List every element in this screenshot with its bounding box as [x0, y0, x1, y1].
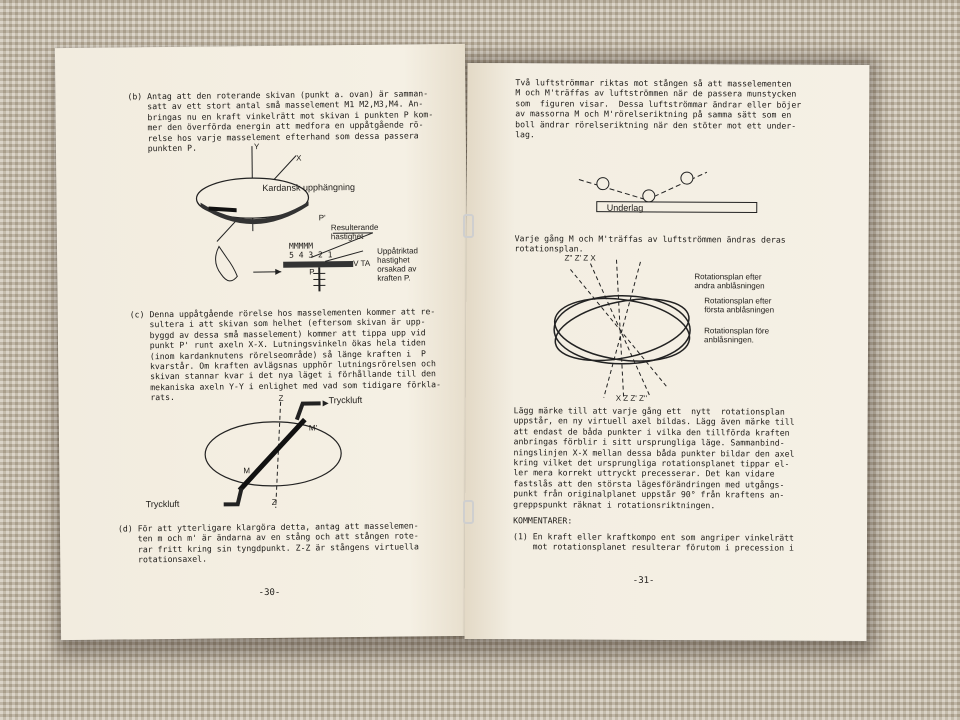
- top-axis-labels: Z'' Z' Z X: [564, 253, 596, 263]
- plan-label-3: Rotationsplan före anblåsningen.: [704, 326, 770, 345]
- bounce-figure: [567, 161, 807, 222]
- z-bottom-label: Z: [271, 497, 277, 507]
- paragraph-2: Varje gång M och M'träffas av luftströmmen ändras deras rotationsplan.: [514, 233, 786, 254]
- vta-label: V TA: [353, 258, 371, 269]
- left-page: [55, 44, 471, 640]
- axis-label-y: Y: [253, 142, 260, 152]
- m-label: M: [243, 466, 251, 476]
- tryckluft-top-label: Tryckluft: [328, 394, 363, 406]
- page-number-left: -30-: [258, 587, 281, 599]
- underlag-label: Underlag: [606, 202, 644, 213]
- page-number-right: -31-: [632, 575, 655, 586]
- resulterande-label: Resulterande hastighet: [330, 222, 379, 242]
- p-prime-label: P': [318, 213, 326, 223]
- tryckluft-bottom-label: Tryckluft: [145, 498, 180, 510]
- paragraph-4: (1) En kraft eller kraftkompo ent som angriper vinkelrätt mot rotationsplanet resulterar förutom i precession i: [512, 531, 795, 554]
- axis-label-x: X: [296, 153, 302, 163]
- rotating-rod-figure: [193, 394, 374, 519]
- paragraph-b: (b) Antag att den roterande skivan (punkt a. ovan) är samman- satt av ett stort antal små masselement M1 M2,M3,M4. An- bringas nu en kraft vinkelrätt mot skivan i punkten P kom- mer den överförda energin att medfora en uppåtgående rö- relse hos varje masselement efterhand som dessa passera punkten P.: [127, 88, 434, 154]
- paragraph-d: (d) För att ytterligare klargöra detta, antag att masselemen- ten m och m' är ändarna av en stång och att stången rote- rar fritt kring sin tyngdpunkt. Z-Z är stångens virtuella rotationsaxel.: [117, 520, 419, 565]
- kommentarer-heading: KOMMENTARER:: [513, 515, 573, 526]
- staple-bottom: [463, 500, 474, 524]
- right-page: [464, 63, 869, 641]
- z-top-label: Z: [278, 393, 284, 403]
- paragraph-3: Lägg märke till att varje gång ett nytt rotationsplan uppstår, en ny virtuell axel bildas. Lägg även märke till att endast de båda punkter i vilka den tillförda kraften anbringas förblir i sitt ursprungliga läge. Sammanbind- ningslinjen X-X mellan dessa båda punkter bildar den axel kring vilket det ursprungliga rotationsplanet tippar el- ler mera korrekt uttryckt precesserar. Det kan vidare fastslås att den största lägesförändringen med utgångs- punkt från originalplanet uppstår 90° från kraftens an- greppspunkt räknat i rotationsriktningen.: [513, 405, 795, 510]
- kardansk-label: Kardansk upphängning: [262, 182, 356, 193]
- mass-elements-label: MMMMM 5 4 3 2 1: [288, 241, 333, 260]
- paragraph-1: Två luftströmmar riktas mot stången så att masselementen M och M'träffas av luftströmmen när de passera munstycken som figuren visar. Dessa luftströmmar ändrar eller böjer av massorna M och M'rörelseriktning på samma sätt som en boll ändrar rörelseriktning när den stöter mot ett under- lag.: [515, 77, 802, 140]
- plan-label-2: Rotationsplan efter första anblåsningen: [704, 296, 775, 315]
- uppatriktad-label: Uppåtriktad hastighet orsakad av kraften P.: [377, 246, 419, 283]
- bottom-axis-labels: X Z Z' Z'': [615, 393, 648, 403]
- rotation-planes-figure: [550, 259, 701, 400]
- m-prime-label: M': [308, 423, 318, 433]
- plan-label-1: Rotationsplan efter andra anblåsningen: [694, 272, 765, 291]
- paragraph-c: (c) Denna uppåtgående rörelse hos masselementen kommer att re- sultera i att skivan som helhet (eftersom skivan är upp- byggd av dessa små masselement) kommer att tippa upp vid punkt P' runt axeln X-X. Lutningsvinkeln ökas hela tiden (inom kardanknutens rörelseområde) så länge kraften i P kvarstår. Om kraften avlägsnas upphör lutningsrörelsen och skivan stannar kvar i det nya läget i förhållande till den mekaniska axeln Y-Y i enlighet med vad som tidigare förkla- rats.: [129, 306, 442, 403]
- p-label: P: [309, 267, 315, 277]
- staple-top: [463, 214, 474, 238]
